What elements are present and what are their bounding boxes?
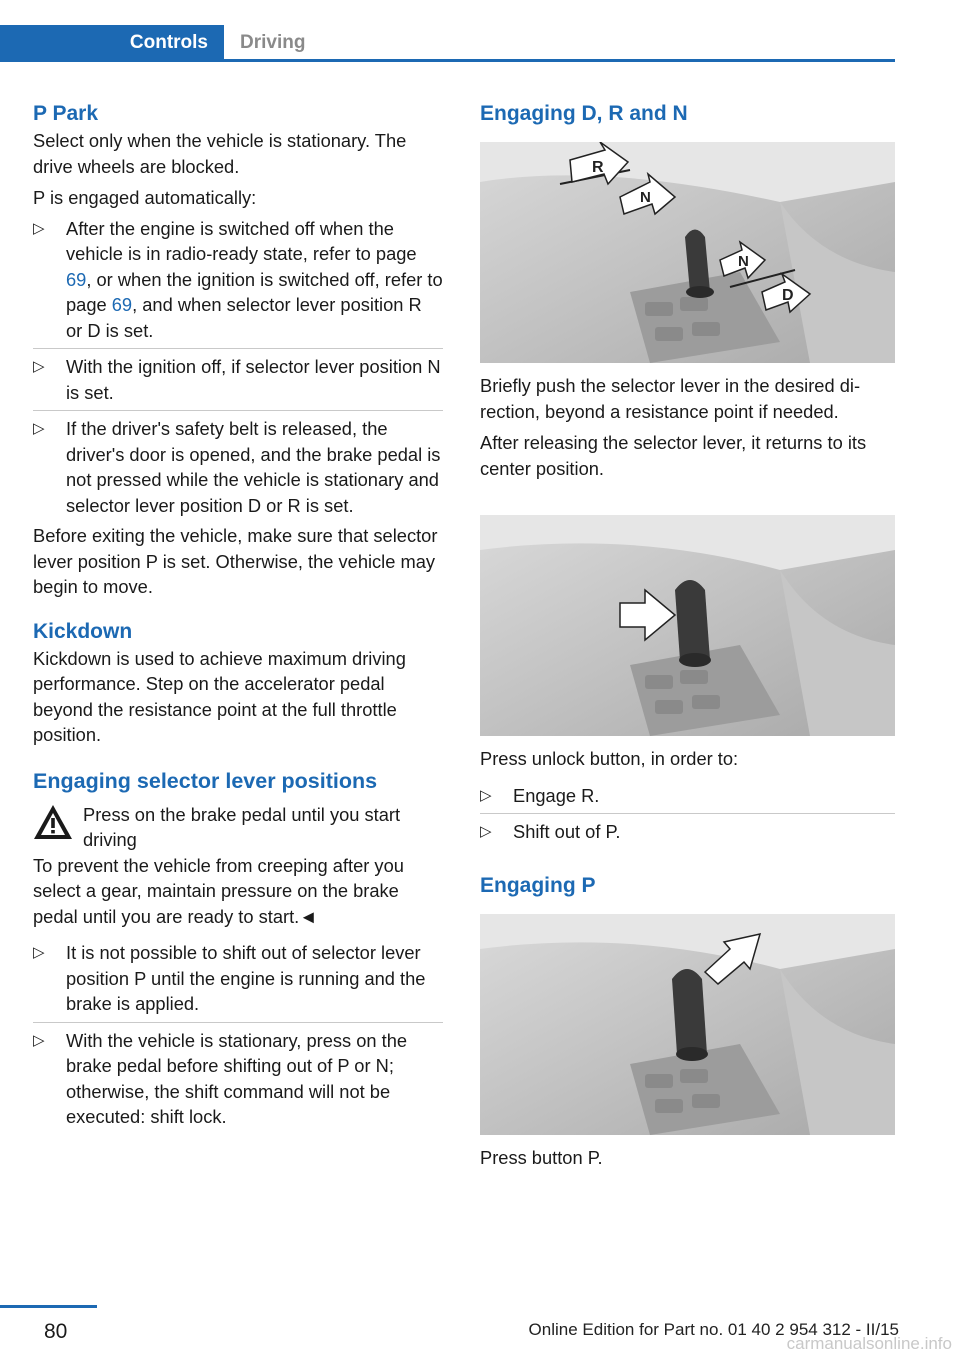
arrow-label-r: R [592, 159, 604, 176]
list-item: ▷ It is not possible to shift out of selector lever position P until the engine is running and the brake is applied. [33, 942, 426, 1014]
list-item: ▷ Engage R. [480, 778, 895, 814]
selector-lever-drn-image [480, 142, 895, 363]
unlock-button-image [480, 515, 895, 736]
warning-triangle-icon [33, 804, 73, 840]
list-item: ▷ Shift out of P. [480, 813, 895, 850]
list-item: ▷ If the driver's safety belt is released, the driver's door is opened, and the brake pedal is not pressed while the vehicle is stationary and selector lever position D or R is set. [33, 410, 443, 523]
unlock-instruction: Press unlock button, in order to: [480, 748, 739, 769]
park-list [33, 211, 443, 524]
park-auto-text: P is engaged automatically: [33, 187, 257, 208]
park-exit-text: Before exiting the vehicle, make sure that selector lever position P is set. Otherwise, the vehicle may begin to move. [33, 525, 438, 597]
right-column [480, 100, 895, 1170]
warning-block [33, 802, 443, 853]
page-link-69[interactable]: 69 [66, 268, 87, 290]
park-intro: Select only when the vehicle is stationary. The drive wheels are blocked. [33, 130, 407, 177]
warning-text: To prevent the vehicle from creeping after you select a gear, maintain pressure on the brake pedal until you are ready to start.◄ [33, 854, 404, 927]
drn-instruction: Briefly push the selector lever in the desired direction, beyond a resistance point if needed. [480, 375, 861, 422]
tab-controls[interactable]: Controls [0, 25, 224, 61]
triangle-right-icon: ▷ [33, 420, 45, 437]
footer-rule [0, 1305, 97, 1308]
watermark: carmanualsonline.info [786, 1334, 952, 1353]
list-item: ▷ With the ignition off, if selector lever position N is set. [33, 348, 443, 410]
list-item: ▷ After the engine is switched off when the vehicle is in radio-ready state, refer to page 69, or when the ignition is switched off, refer to page 69, and when selector lever position R or D is set. [33, 217, 443, 341]
page-link-69[interactable]: 69 [111, 294, 133, 315]
arrow-label-n-down: N [738, 253, 749, 270]
warning-title: Press on the brake pedal until you start driving [83, 803, 401, 850]
header-rule [0, 59, 895, 62]
triangle-right-icon: ▷ [33, 944, 45, 961]
kickdown-text: Kickdown is used to achieve maximum driving performance. Step on the accelerator pedal beyond the resistance point at the full throttle position. [33, 647, 406, 745]
kickdown-heading: Kickdown [33, 619, 133, 643]
engaging-p-heading: Engaging P [480, 873, 596, 897]
drn-return-text: After releasing the selector lever, it returns to its center position. [480, 432, 867, 479]
triangle-right-icon: ▷ [480, 786, 492, 804]
edition-text: Online Edition for Part no. 01 40 2 954 312 - II/15 [528, 1320, 899, 1339]
arrow-label-d: D [782, 287, 794, 304]
tab-driving[interactable]: Driving [240, 32, 306, 53]
arrow-label-n-up: N [640, 189, 651, 206]
p-instruction: Press button P. [480, 1146, 603, 1168]
engaging-positions-heading: Engaging selector lever positions [33, 768, 378, 793]
header-bar [0, 25, 895, 61]
triangle-right-icon: ▷ [480, 823, 492, 840]
left-column [33, 100, 443, 1135]
engage-list [33, 935, 443, 1135]
triangle-right-icon: ▷ [33, 219, 45, 237]
park-heading: P Park [33, 102, 98, 125]
p-button-image [480, 914, 895, 1135]
engaging-drn-heading: Engaging D, R and N [480, 102, 688, 125]
unlock-list [480, 778, 895, 850]
triangle-right-icon: ▷ [33, 358, 45, 375]
page-number: 80 [44, 1320, 68, 1343]
list-item: ▷ With the vehicle is stationary, press on the brake pedal before shifting out of P or N; otherwise, the shift command will not be executed: shift lock. [33, 1022, 443, 1135]
triangle-right-icon: ▷ [33, 1031, 45, 1049]
